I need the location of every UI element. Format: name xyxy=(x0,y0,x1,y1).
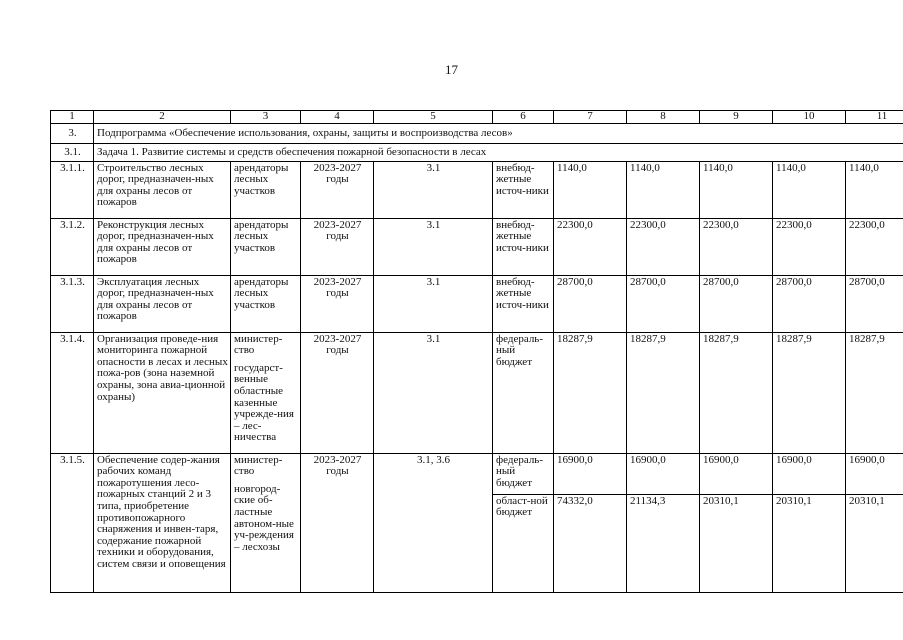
column-header: 8 xyxy=(627,111,700,124)
amount-cell: 22300,0 xyxy=(700,218,773,275)
amount-cell: 28700,0 xyxy=(700,275,773,332)
program-table xyxy=(50,110,903,593)
amount-cell: 16900,0 xyxy=(554,453,627,494)
amount-cell: 18287,9 xyxy=(554,332,627,453)
column-number-row xyxy=(51,111,903,124)
column-header: 9 xyxy=(700,111,773,124)
amount-cell: 28700,0 xyxy=(846,275,903,332)
activity-name: Эксплуатация лесных дорог, предназначен-ных для охраны лесов от пожаров xyxy=(94,275,231,332)
row-number: 3.1.2. xyxy=(51,218,94,275)
column-header: 3 xyxy=(231,111,301,124)
amount-cell: 28700,0 xyxy=(627,275,700,332)
funding-source: внебюд-жетные источ-ники xyxy=(493,161,554,218)
activity-name: Обеспечение содер-жания рабочих команд пожаротушения лесо-пожарных станций 2 и 3 типа, приобретение противопожарного снаряжения и инвен-таря, содержание пожарной техники и оборудования, систем связи и оповещения xyxy=(94,453,231,592)
amount-cell: 1140,0 xyxy=(627,161,700,218)
amount-cell: 74332,0 xyxy=(554,494,627,592)
column-header: 11 xyxy=(846,111,903,124)
amount-cell: 22300,0 xyxy=(627,218,700,275)
period: 2023-2027 годы xyxy=(301,275,374,332)
activity-name: Строительство лесных дорог, предназначен-ных для охраны лесов от пожаров xyxy=(94,161,231,218)
column-header: 4 xyxy=(301,111,374,124)
indicator: 3.1 xyxy=(374,161,493,218)
row-number: 3.1.5. xyxy=(51,453,94,592)
subprogram-number: 3. xyxy=(51,123,94,143)
period: 2023-2027 годы xyxy=(301,218,374,275)
executor-primary: министер-ство xyxy=(234,453,283,478)
funding-source: федераль-ный бюджет xyxy=(493,332,554,453)
table-row xyxy=(51,161,903,218)
executor-secondary: новгород-ские об-ластные автоном-ные уч-реждения – лесхозы xyxy=(234,482,294,553)
amount-cell: 28700,0 xyxy=(773,275,846,332)
executor: арендаторы лесных участков xyxy=(231,275,301,332)
amount-cell: 1140,0 xyxy=(773,161,846,218)
period: 2023-2027 годы xyxy=(301,453,374,592)
column-header: 2 xyxy=(94,111,231,124)
amount-cell: 16900,0 xyxy=(846,453,903,494)
task-title: Задача 1. Развитие системы и средств обеспечения пожарной безопасности в лесах xyxy=(94,143,903,161)
amount-cell: 18287,9 xyxy=(627,332,700,453)
amount-cell: 1140,0 xyxy=(846,161,903,218)
executor xyxy=(231,332,301,453)
executor-primary: министер-ство xyxy=(234,332,283,357)
amount-cell: 22300,0 xyxy=(554,218,627,275)
activity-name: Реконструкция лесных дорог, предназначен-ных для охраны лесов от пожаров xyxy=(94,218,231,275)
funding-source: област-ной бюджет xyxy=(493,494,554,592)
period: 2023-2027 годы xyxy=(301,161,374,218)
column-header: 1 xyxy=(51,111,94,124)
table-row xyxy=(51,218,903,275)
row-number: 3.1.4. xyxy=(51,332,94,453)
funding-source: внебюд-жетные источ-ники xyxy=(493,218,554,275)
amount-cell: 21134,3 xyxy=(627,494,700,592)
funding-source: федераль-ный бюджет xyxy=(493,453,554,494)
amount-cell: 20310,1 xyxy=(846,494,903,592)
column-header: 7 xyxy=(554,111,627,124)
amount-cell: 20310,1 xyxy=(700,494,773,592)
amount-cell: 28700,0 xyxy=(554,275,627,332)
executor: арендаторы лесных участков xyxy=(231,218,301,275)
column-header: 5 xyxy=(374,111,493,124)
activity-name: Организация проведе-ния мониторинга пожарной опасности в лесах и лесных пожа-ров (зона наземной охраны, зона авиа-ционной охраны) xyxy=(94,332,231,453)
column-header: 6 xyxy=(493,111,554,124)
table-row xyxy=(51,332,903,453)
task-number: 3.1. xyxy=(51,143,94,161)
amount-cell: 22300,0 xyxy=(846,218,903,275)
amount-cell: 1140,0 xyxy=(700,161,773,218)
amount-cell: 18287,9 xyxy=(846,332,903,453)
executor-secondary: государст-венные областные казенные учрежде-ния – лес-ничества xyxy=(234,361,294,444)
row-number: 3.1.1. xyxy=(51,161,94,218)
indicator: 3.1 xyxy=(374,218,493,275)
amount-cell: 18287,9 xyxy=(700,332,773,453)
subprogram-title: Подпрограмма «Обеспечение использования, охраны, защиты и воспроизводства лесов» xyxy=(94,123,903,143)
indicator: 3.1, 3.6 xyxy=(374,453,493,592)
executor: арендаторы лесных участков xyxy=(231,161,301,218)
table-row xyxy=(51,275,903,332)
column-header: 10 xyxy=(773,111,846,124)
amount-cell: 1140,0 xyxy=(554,161,627,218)
amount-cell: 16900,0 xyxy=(773,453,846,494)
executor xyxy=(231,453,301,592)
table-row xyxy=(51,453,903,494)
funding-source: внебюд-жетные источ-ники xyxy=(493,275,554,332)
indicator: 3.1 xyxy=(374,332,493,453)
subprogram-row xyxy=(51,123,903,143)
amount-cell: 18287,9 xyxy=(773,332,846,453)
task-row xyxy=(51,143,903,161)
amount-cell: 22300,0 xyxy=(773,218,846,275)
amount-cell: 16900,0 xyxy=(627,453,700,494)
row-number: 3.1.3. xyxy=(51,275,94,332)
period: 2023-2027 годы xyxy=(301,332,374,453)
amount-cell: 20310,1 xyxy=(773,494,846,592)
page-number: 17 xyxy=(445,62,458,77)
indicator: 3.1 xyxy=(374,275,493,332)
amount-cell: 16900,0 xyxy=(700,453,773,494)
